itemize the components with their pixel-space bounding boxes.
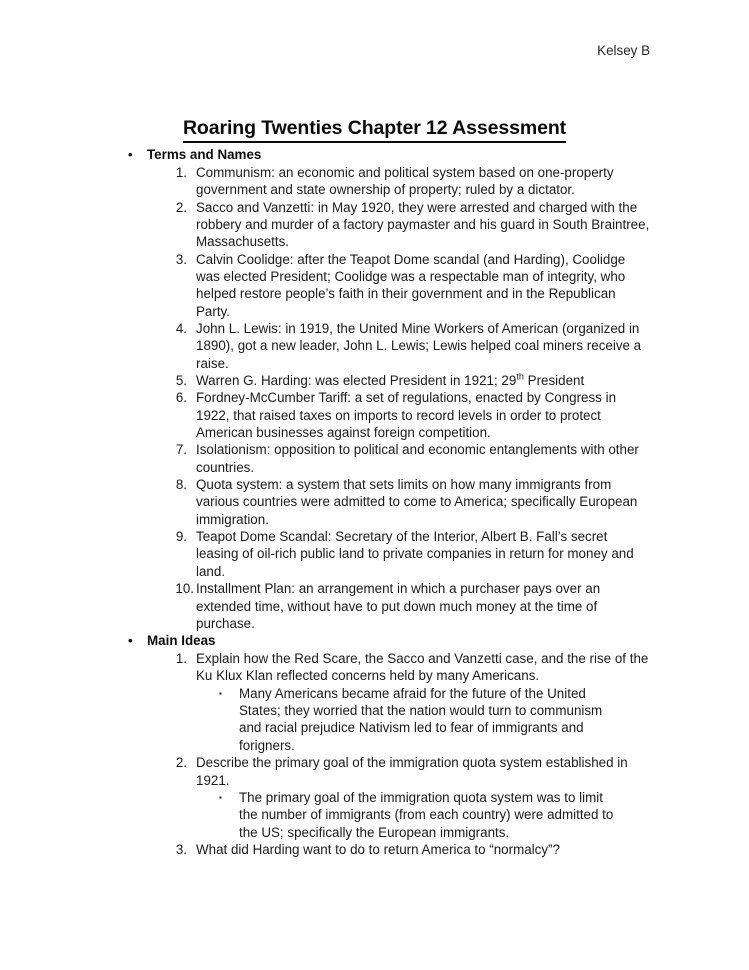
list-item	[0, 441, 749, 476]
list-item	[0, 389, 749, 441]
list-item	[0, 199, 749, 251]
list-item-text: Communism: an economic and political system based on one-property government and state ownership of property; ruled by a dictator.	[196, 164, 614, 198]
list-item	[0, 372, 749, 389]
list-item-number: 7.	[175, 442, 187, 458]
square-bullet-icon: ▪	[219, 792, 222, 802]
list-item-text: Fordney-McCumber Tariff: a set of regulations, enacted by Congress in 1922, that raised taxes on imports to record levels in order to protect American businesses against foreign competition.	[196, 390, 617, 441]
section-heading-label: Main Ideas	[147, 633, 216, 649]
section-heading-row	[0, 632, 749, 649]
list-item	[0, 164, 749, 199]
list-item-number: 10.	[175, 581, 194, 597]
list-item	[0, 476, 749, 528]
list-item-number: 4.	[175, 321, 187, 336]
list-item-text: What did Harding want to do to return America to “normalcy”?	[196, 841, 560, 857]
list-item-number: 8.	[175, 477, 187, 493]
list-item-number: 3.	[175, 841, 187, 857]
list-item-text-part: President	[523, 373, 585, 389]
list-item	[0, 580, 749, 632]
list-item-number: 6.	[175, 390, 187, 406]
list-item-text	[196, 372, 749, 389]
list-item-number: 2.	[175, 199, 187, 215]
page-title-text: Roaring Twenties Chapter 12 Assessment	[183, 117, 566, 143]
list-item	[0, 841, 749, 858]
list-item-text: Isolationism: opposition to political and economic entanglements with other countries.	[196, 442, 639, 475]
list-item	[0, 528, 749, 580]
list-item-text-part: Warren G. Harding: was elected President in 1921; 29	[196, 373, 517, 389]
list-item-number: 1.	[175, 651, 187, 667]
ordinal-suffix: th	[516, 371, 524, 382]
list-item-text: Quota system: a system that sets limits on how many immigrants from various countries were admitted to come to America; specifically European immigration.	[196, 477, 638, 527]
list-item	[0, 251, 749, 320]
section-heading-label: Terms and Names	[147, 147, 262, 162]
page-title	[0, 117, 749, 143]
page-header	[0, 42, 749, 60]
list-item	[0, 650, 749, 685]
student-name: Kelsey B	[597, 43, 650, 58]
document-body	[0, 146, 749, 858]
list-item-number: 3.	[175, 251, 187, 267]
disc-bullet-icon: •	[128, 147, 133, 162]
list-item-text: Teapot Dome Scandal: Secretary of the Interior, Albert B. Fall’s secret leasing of oil-rich public land to private companies in return for money and land.	[196, 529, 634, 579]
list-item	[0, 320, 749, 372]
list-item-number: 9.	[175, 529, 187, 545]
sub-list-item-text: Many Americans became afraid for the future of the United States; they worried that the nation would turn to communism and racial prejudice Nativism led to fear of immigrants and forigners.	[239, 685, 603, 753]
list-item-text: Sacco and Vanzetti: in May 1920, they were arrested and charged with the robbery and murder of a factory paymaster and his guard in South Braintree, Massachusetts.	[196, 199, 650, 250]
section-main-ideas	[0, 632, 749, 858]
section-heading-row	[0, 146, 749, 163]
sub-list-item-text: The primary goal of the immigration quota system was to limit the number of immigrants (from each country) were admitted to the US; specifically the European immigrants.	[239, 789, 614, 840]
list-item-number: 5.	[175, 373, 187, 389]
list-item-text: Explain how the Red Scare, the Sacco and Vanzetti case, and the rise of the Ku Klux Klan reflected concerns held by many Americans.	[196, 651, 649, 684]
sub-list-item	[0, 685, 749, 754]
list-item-text: John L. Lewis: in 1919, the United Mine Workers of American (organized in 1890), got a new leader, John L. Lewis; Lewis helped coal miners receive a raise.	[196, 321, 642, 371]
square-bullet-icon: ▪	[219, 688, 222, 698]
list-item-text: Installment Plan: an arrangement in which a purchaser pays over an extended time, without have to put down much money at the time of purchase.	[196, 581, 601, 631]
list-item-text: Calvin Coolidge: after the Teapot Dome scandal (and Harding), Coolidge was elected President; Coolidge was a respectable man of integrity, who helped restore people’s faith in their government and in the Republican Party.	[196, 251, 626, 319]
sub-list-item	[0, 789, 749, 841]
section-terms-and-names	[0, 146, 749, 632]
list-item-number: 2.	[175, 755, 187, 771]
list-item-number: 1.	[175, 164, 187, 180]
list-item-text: Describe the primary goal of the immigration quota system established in 1921.	[196, 755, 628, 788]
list-item	[0, 754, 749, 789]
disc-bullet-icon: •	[128, 633, 133, 649]
